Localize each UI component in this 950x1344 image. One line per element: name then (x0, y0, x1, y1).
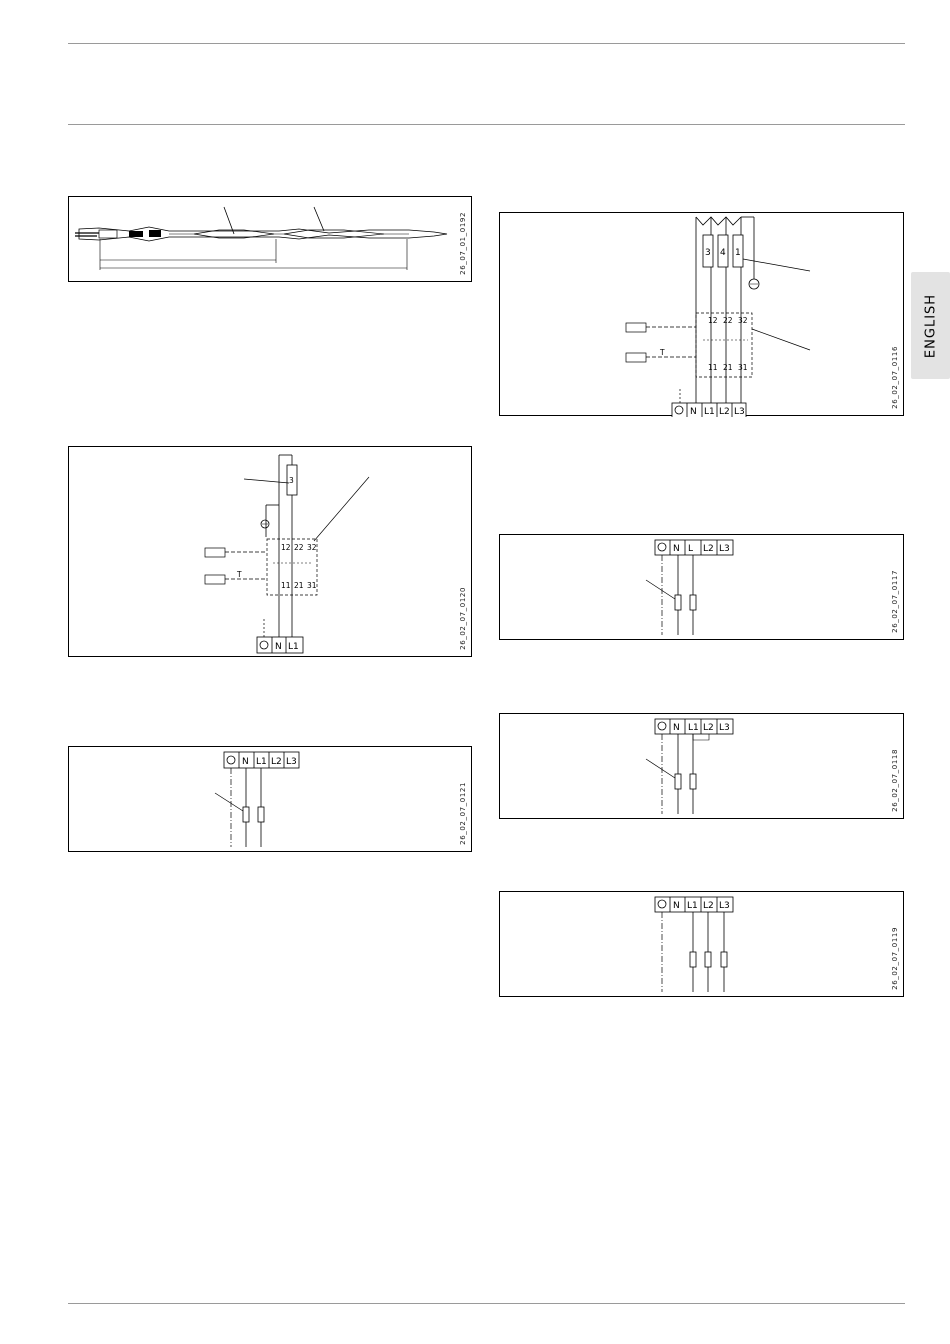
terminal-l2: L2 (271, 757, 282, 767)
figure-code: 26_02_07_0117 (891, 570, 899, 633)
terminal-l3: L3 (719, 544, 730, 554)
contact-21: 21 (294, 581, 304, 590)
figure-code: 26_02_07_0119 (891, 927, 899, 990)
contact-12: 12 (708, 316, 718, 325)
terminal-l2: L2 (703, 544, 714, 554)
terminal-n: N (690, 407, 697, 417)
figure-sensor (68, 196, 472, 282)
heater-label-3: 3 (705, 248, 711, 258)
contact-22: 22 (294, 543, 304, 552)
terminal-l1: L1 (256, 757, 267, 767)
footer-rule (68, 1303, 905, 1304)
contact-11: 11 (281, 581, 291, 590)
supply-a-diagram (500, 535, 905, 641)
contact-32: 32 (307, 543, 317, 552)
thermostat-label-t: T (237, 570, 242, 579)
terminal-l1: L1 (704, 407, 715, 417)
three-phase-wiring-diagram (500, 213, 905, 417)
supply-b-diagram (500, 714, 905, 820)
terminal-l2: L2 (703, 901, 714, 911)
heater-label-4: 4 (720, 248, 726, 258)
single-phase-wiring-diagram (69, 447, 473, 658)
single-phase-supply-diagram (69, 747, 473, 853)
figure-code: 26_02_07_0120 (459, 587, 467, 650)
terminal-l: L (688, 544, 694, 554)
terminal-n: N (242, 757, 249, 767)
sensor-drawing (69, 197, 473, 283)
terminal-n: N (673, 901, 680, 911)
figure-supply-c (499, 891, 904, 997)
figure-code: 26_02_07_0116 (891, 346, 899, 409)
figure-single-phase-wiring (68, 446, 472, 657)
contact-31: 31 (738, 363, 748, 372)
language-tab-label: ENGLISH (923, 293, 938, 358)
terminal-l1: L1 (687, 901, 698, 911)
contact-11: 11 (708, 363, 718, 372)
supply-c-diagram (500, 892, 905, 998)
terminal-l2: L2 (719, 407, 730, 417)
contact-22: 22 (723, 316, 733, 325)
figure-three-phase-wiring (499, 212, 904, 416)
terminal-l3: L3 (286, 757, 297, 767)
header-rule (68, 124, 905, 125)
figure-code: 26_02_07_0118 (891, 749, 899, 812)
figure-single-phase-supply (68, 746, 472, 852)
contact-12: 12 (281, 543, 291, 552)
heater-label-3: 3 (289, 476, 294, 485)
contact-31: 31 (307, 581, 317, 590)
terminal-l3: L3 (719, 723, 730, 733)
figure-code: 26_02_07_0121 (459, 782, 467, 845)
terminal-l1: L1 (288, 642, 299, 652)
terminal-l2: L2 (703, 723, 714, 733)
terminal-n: N (275, 642, 282, 652)
terminal-l3: L3 (734, 407, 745, 417)
figure-supply-b (499, 713, 904, 819)
figure-code: 26_07_01_0192 (459, 212, 467, 275)
terminal-l1: L1 (688, 723, 699, 733)
contact-32: 32 (738, 316, 748, 325)
thermostat-label-t: T (660, 348, 665, 357)
heater-label-1: 1 (735, 248, 741, 258)
contact-21: 21 (723, 363, 733, 372)
terminal-l3: L3 (719, 901, 730, 911)
figure-supply-a (499, 534, 904, 640)
top-rule (68, 43, 905, 44)
terminal-n: N (673, 723, 680, 733)
terminal-n: N (673, 544, 680, 554)
language-tab[interactable] (911, 272, 950, 379)
